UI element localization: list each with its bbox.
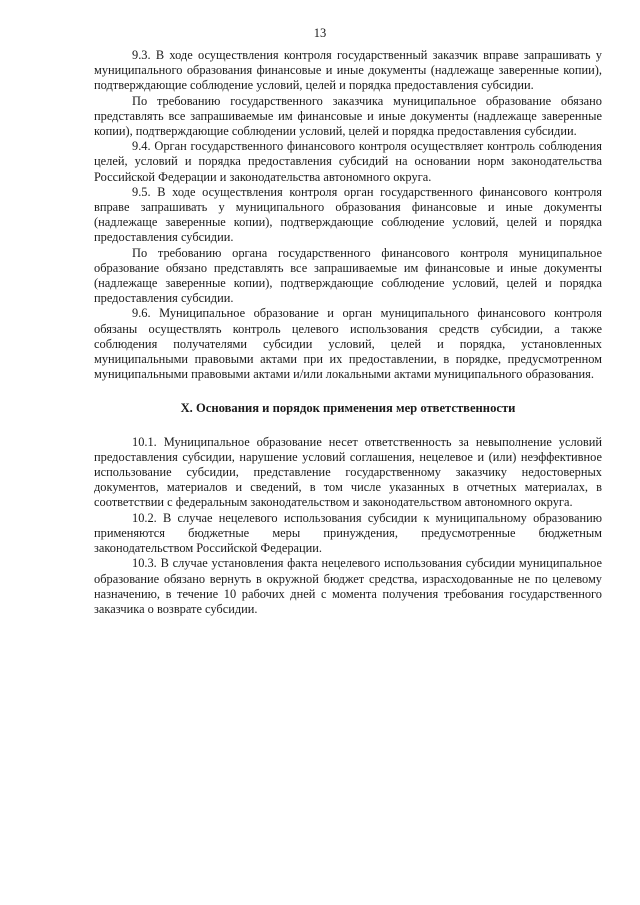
paragraph-9-6: 9.6. Муниципальное образование и орган муниципального финансового контроля обязаны осуществлять контроль целевого использования средств субсидии, а также соблюдения получателями субсидии условий, целей и порядка, установленных муниципальными правовыми актами при их предоставлении, в порядке, предусмотренном муниципальными правовыми актами и/или локальными актами муниципального образования. [94,306,602,382]
section-title: X. Основания и порядок применения мер ответственности [180,401,516,416]
paragraph-9-5-continued: По требованию органа государственного финансового контроля муниципальное образование обязано представлять все запрашиваемые им финансовые и иные документы (надлежаще заверенные копии), подтверждающие соблюдение условий, целей и порядка предоставления субсидии. [94,245,602,306]
paragraph-9-3: 9.3. В ходе осуществления контроля государственный заказчик вправе запрашивать у муниципального образования финансовые и иные документы (надлежаще заверенные копии), подтверждающие соблюдение условий, целей и порядка предоставления субсидии. [94,48,602,93]
paragraph-9-4: 9.4. Орган государственного финансового контроля осуществляет контроль соблюдения целей, условий и порядка предоставления субсидий на основании норм законодательства Российской Федерации и законодательства автономного округа. [94,139,602,184]
page-number: 13 [313,26,327,40]
paragraph-10-3: 10.3. В случае установления факта нецелевого использования субсидии муниципальное образование обязано вернуть в окружной бюджет средства, израсходованные не по целевому назначению, в течение 10 рабочих дней с момента получения требования государственного заказчика о возврате субсидии. [94,556,602,616]
paragraph-9-3-continued: По требованию государственного заказчика муниципальное образование обязано представлять все запрашиваемые им финансовые и иные документы (надлежаще заверенные копии), подтверждающие соблюдении условий, целей и порядка предоставления субсидии. [94,93,602,139]
paragraph-10-2: 10.2. В случае нецелевого использования субсидии к муниципальному образованию применяются бюджетные меры принуждения, предусмотренные бюджетным законодательством Российской Федерации. [94,510,602,556]
paragraph-10-1: 10.1. Муниципальное образование несет ответственность за невыполнение условий предоставления субсидии, нарушение условий соглашения, нецелевое и (или) неэффективное использование субсидии, представление государственному заказчику недостоверных документов, материалов и сведений, в том числе указанных в отчетных материалах, в соответствии с федеральным законодательством и законодательством автономного округа. [94,434,602,510]
paragraph-9-5: 9.5. В ходе осуществления контроля орган государственного финансового контроля вправе запрашивать у муниципального образования финансовые и иные документы (надлежаще заверенные копии), подтверждающие соблюдение условий, целей и порядка предоставления субсидии. [94,184,602,245]
document-body [94,48,602,617]
